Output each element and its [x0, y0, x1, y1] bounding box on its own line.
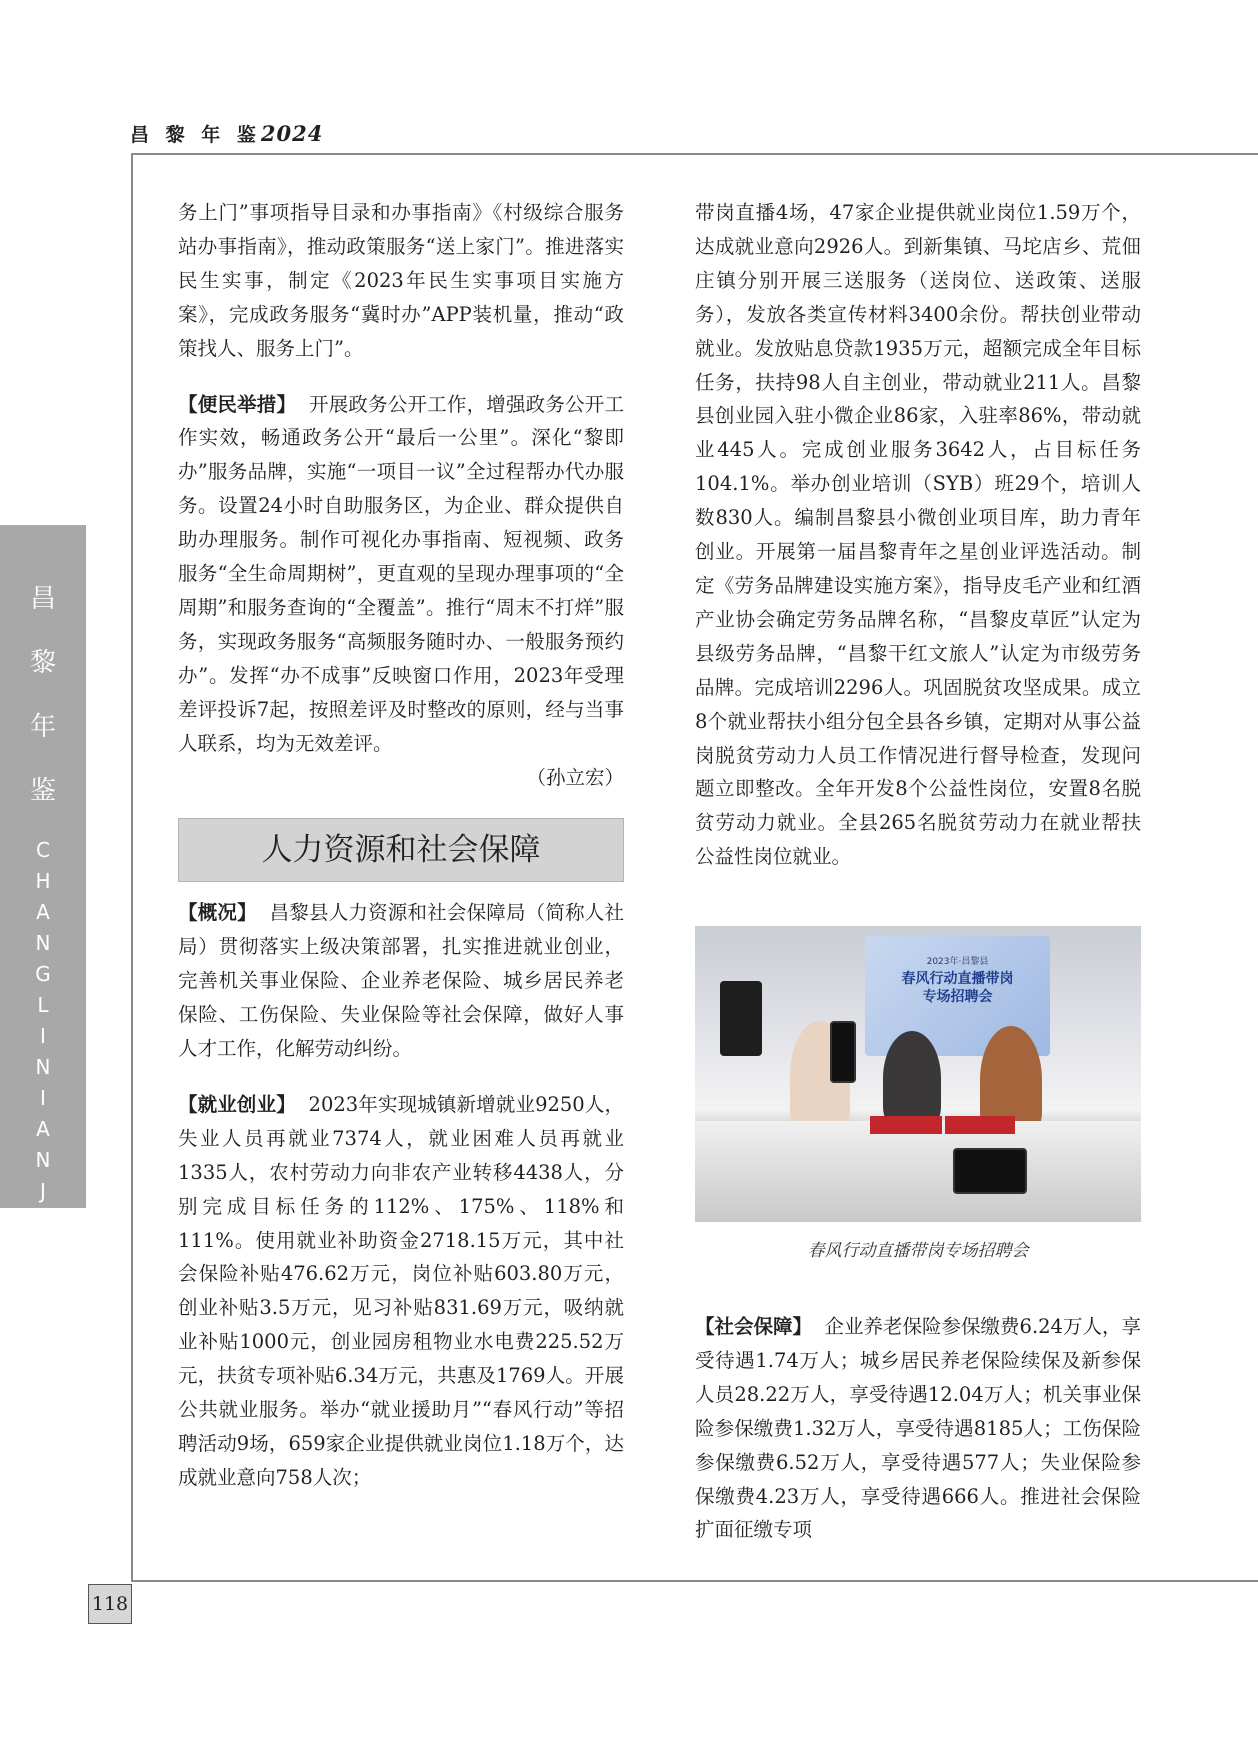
side-letter: I: [40, 1024, 46, 1048]
section-title: 人力资源和社会保障: [178, 818, 624, 882]
name-sign: [870, 1116, 942, 1134]
page-number: 118: [88, 1584, 132, 1624]
phone-on-stand: [830, 1021, 856, 1083]
gaikuang-tag: 【概况】: [178, 901, 257, 925]
header-book-title: 昌 黎 年 鉴: [130, 124, 261, 146]
bianmin-tag: 【便民举措】: [178, 392, 297, 416]
board-subtitle: 2023年·昌黎县: [926, 957, 989, 967]
side-letter: H: [35, 869, 51, 893]
side-letter: N: [35, 1148, 51, 1172]
frame-top-rule: [131, 153, 1258, 155]
header-year: 2024: [260, 121, 324, 146]
side-tab-en: [0, 835, 86, 1300]
side-letter: C: [36, 838, 50, 862]
side-letter: N: [35, 1272, 51, 1296]
jiuye-tag: 【就业创业】: [178, 1092, 296, 1116]
continued-paragraph: 带岗直播4场，47家企业提供就业岗位1.59万个，达成就业意向2926人。到新集镇、马坨店乡、荒佃庄镇分别开展三送服务（送岗位、送政策、送服务），发放各类宣传材料3400余份。帮扶创业带动就业。发放贴息贷款1935万元，超额完成全年目标任务，扶持98人自主创业，带动就业211人。昌黎县创业园入驻小微企业86家，入驻率86%，带动就业445人。完成创业服务3642人，占目标任务104.1%。举办创业培训（SYB）班29个，培训人数830人。编制昌黎县小微创业项目库，助力青年创业。开展第一届昌黎青年之星创业评选活动。制定《劳务品牌建设实施方案》，指导皮毛产业和红酒产业协会确定劳务品牌名称，“昌黎皮草匠”认定为县级劳务品牌，“昌黎干红文旅人”认定为市级劳务品牌。完成培训2296人。巩固脱贫攻坚成果。成立8个就业帮扶小组分包全县各乡镇，定期对从事公益岗脱贫劳动力人员工作情况进行督导检查，发现问题立即整改。全年开发8个公益性岗位，安置8名脱贫劳动力就业。全县265名脱贫劳动力在就业帮扶公益性岗位就业。: [695, 201, 1141, 869]
side-letter: I: [40, 1086, 46, 1110]
side-letter: G: [35, 962, 51, 986]
side-letter: I: [40, 1210, 46, 1234]
shebao-text: 企业养老保险参保缴费6.24万人，享受待遇1.74万人；城乡居民养老保险续保及新参保人员28.22万人，享受待遇12.04万人；机关事业保险参保缴费1.32万人，享受待遇8185人；工伤保险参保缴费6.52万人，享受待遇577人；失业保险参保缴费4.23万人，享受待遇666人。推进社会保险扩面征缴专项: [695, 1315, 1141, 1542]
desk: [695, 1121, 1141, 1222]
gaikuang-text: 昌黎县人力资源和社会保障局（简称人社局）贯彻落实上级决策部署，扎实推进就业创业，完善机关事业保险、企业养老保险、城乡居民养老保险、工伤保险、失业保险等社会保障，做好人事人才工作，化解劳动纠纷。: [178, 901, 624, 1061]
jiuye-paragraph: [178, 1088, 624, 1495]
side-tab-cn: [0, 525, 86, 823]
shebao-paragraph: [695, 1310, 1141, 1547]
shebao-tag: 【社会保障】: [695, 1315, 813, 1338]
side-letter: N: [35, 1055, 51, 1079]
bianmin-paragraph: [178, 388, 624, 761]
host-center: [883, 1031, 941, 1126]
bianmin-text: 开展政务公开工作，增强政务公开工作实效，畅通政务公开“最后一公里”。深化“黎即办”服务品牌，实施“一项目一议”全过程帮办代办服务。设置24小时自助服务区，为企业、群众提供自助办理服务。制作可视化办事指南、短视频、政务服务“全生命周期树”，更直观的呈现办理事项的“全周期”和服务查询的“全覆盖”。推行“周末不打烊”服务，实现政务服务“高频服务随时办、一般服务预约办”。发挥“办不成事”反映窗口作用，2023年受理差评投诉7起，按照差评及时整改的原则，经与当事人联系，均为无效差评。: [178, 392, 624, 755]
jiuye-text: 2023年实现城镇新增就业9250人，失业人员再就业7374人，就业困难人员再就业1335人，农村劳动力向非农产业转移4438人，分别完成目标任务的112%、175%、118%和111%。使用就业补助资金2718.15万元，其中社会保险补贴476.62万元，岗位补贴603.80万元，创业补贴3.5万元，见习补贴831.69万元，吸纳就业补贴1000元，创业园房租物业水电费225.52万元，扶贫专项补贴6.34万元，共惠及1769人。开展公共就业服务。举办“就业援助月”“春风行动”等招聘活动9场，659家企业提供就业岗位1.18万个，达成就业意向758人次；: [178, 1092, 624, 1489]
side-char: 年: [29, 712, 56, 742]
side-char: 鉴: [29, 776, 56, 806]
gaikuang-paragraph: [178, 896, 624, 1066]
side-tab: [0, 525, 86, 1296]
event-photo: [695, 926, 1141, 1222]
shebao-block: [695, 1310, 1141, 1547]
side-char: 昌: [29, 584, 56, 614]
phone-livestream: [953, 1148, 1027, 1194]
name-sign: [945, 1116, 1015, 1134]
intro-paragraph: 务上门”事项指导目录和办事指南》《村级综合服务站办事指南》，推动政策服务“送上家门”。推进落实民生实事，制定《2023年民生实事项目实施方案》，完成政务服务“冀时办”APP装机量，推动“政策找人、服务上门”。: [178, 201, 624, 360]
left-column: [178, 196, 624, 1495]
side-letter: A: [36, 900, 50, 924]
side-letter: N: [35, 931, 51, 955]
author: （孙立宏）: [526, 765, 624, 789]
side-letter: A: [36, 1117, 50, 1141]
side-char: 黎: [29, 648, 56, 678]
side-letter: A: [36, 1241, 50, 1265]
side-letter: L: [37, 993, 49, 1017]
frame-left-rule: [131, 153, 133, 1580]
frame-bottom-rule: [131, 1580, 1258, 1582]
board-title: 春风行动直播带岗 专场招聘会: [901, 971, 1014, 1005]
right-column: [695, 196, 1141, 874]
side-letter: J: [40, 1179, 46, 1203]
loudspeaker: [720, 981, 762, 1056]
running-header: [130, 120, 323, 147]
photo-caption: 春风行动直播带岗专场招聘会: [807, 1241, 1029, 1261]
